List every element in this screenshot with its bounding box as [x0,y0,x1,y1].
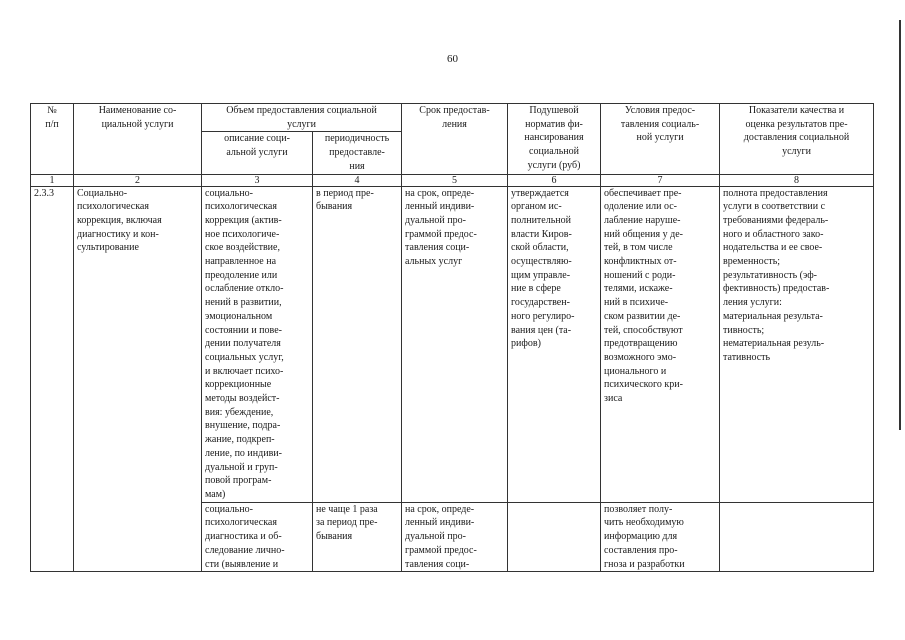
quality-cell: полнота предоставления услуги в соответствии с требованиями федераль- ного и областного зако- нодательства и ее свое- временность; результативность (эф- фективность) предостав- ления услуги: материальная результа- тивность; нематериальная резуль- тативность [720,186,874,502]
quality-cell [720,502,874,572]
periodicity-cell: в период пре- бывания [313,186,402,502]
description-cell: социально- психологическая коррекция (актив- ное психологиче- ское воздействие, направленное на преодоление или ослабление откло- нений в развитии, эмоциональном состоянии и пове- дении получателя социальных услуг, и включает психо- коррекционные методы воздейст- вия: убеждение, внушение, подра- жание, подкреп- ление, по индиви- дуальной и груп- повой програм- мам) [202,186,313,502]
header-financing: Подушевой норматив фи- нансирования социальной услуги (руб) [508,104,601,175]
financing-cell: утверждается органом ис- полнительной власти Киров- ской области, осуществляю- щим управле- ние в сфере государствен- ного регулиро- вания цен (та- рифов) [508,186,601,502]
table-row [31,186,874,502]
column-number: 5 [402,174,508,186]
scan-edge-line [899,20,901,430]
column-number: 6 [508,174,601,186]
column-number: 1 [31,174,74,186]
periodicity-cell: не чаще 1 раза за период пре- бывания [313,502,402,572]
row-number: 2.3.3 [31,186,74,572]
column-number: 2 [74,174,202,186]
column-number: 3 [202,174,313,186]
header-volume-description: описание соци- альной услуги [202,132,313,174]
services-table [30,103,874,572]
column-number: 7 [601,174,720,186]
conditions-cell: обеспечивает пре- одоление или ос- лабление наруше- ний общения у де- тей, в том числе конфликтных от- ношений с роди- телями, искаже- ний в психиче- ском развитии де- тей, способствуют предотвращению возможного эмо- ционального и психического кри- зиса [601,186,720,502]
header-service-name: Наименование со- циальной услуги [74,104,202,175]
column-number-row [31,174,874,186]
column-number: 4 [313,174,402,186]
header-volume-periodicity: периодичность предоставле- ния [313,132,402,174]
page-number: 60 [447,53,458,65]
description-cell: социально- психологическая диагностика и об- следование лично- сти (выявление и [202,502,313,572]
service-name-cell: Социально- психологическая коррекция, включая диагностику и кон- сультирование [74,186,202,572]
term-cell: на срок, опреде- ленный индиви- дуальной про- граммой предос- тавления соци- альных услуг [402,186,508,502]
header-volume: Объем предоставления социальной услуги [202,104,402,132]
header-row-1 [31,104,874,132]
term-cell: на срок, опреде- ленный индиви- дуальной про- граммой предос- тавления соци- [402,502,508,572]
header-conditions: Условия предос- тавления социаль- ной услуги [601,104,720,175]
header-term: Срок предостав- ления [402,104,508,175]
header-num: № п/п [31,104,74,175]
conditions-cell: позволяет полу- чить необходимую информацию для составления про- гноза и разработки [601,502,720,572]
column-number: 8 [720,174,874,186]
header-quality: Показатели качества и оценка результатов пре- доставления социальной услуги [720,104,874,175]
financing-cell [508,502,601,572]
